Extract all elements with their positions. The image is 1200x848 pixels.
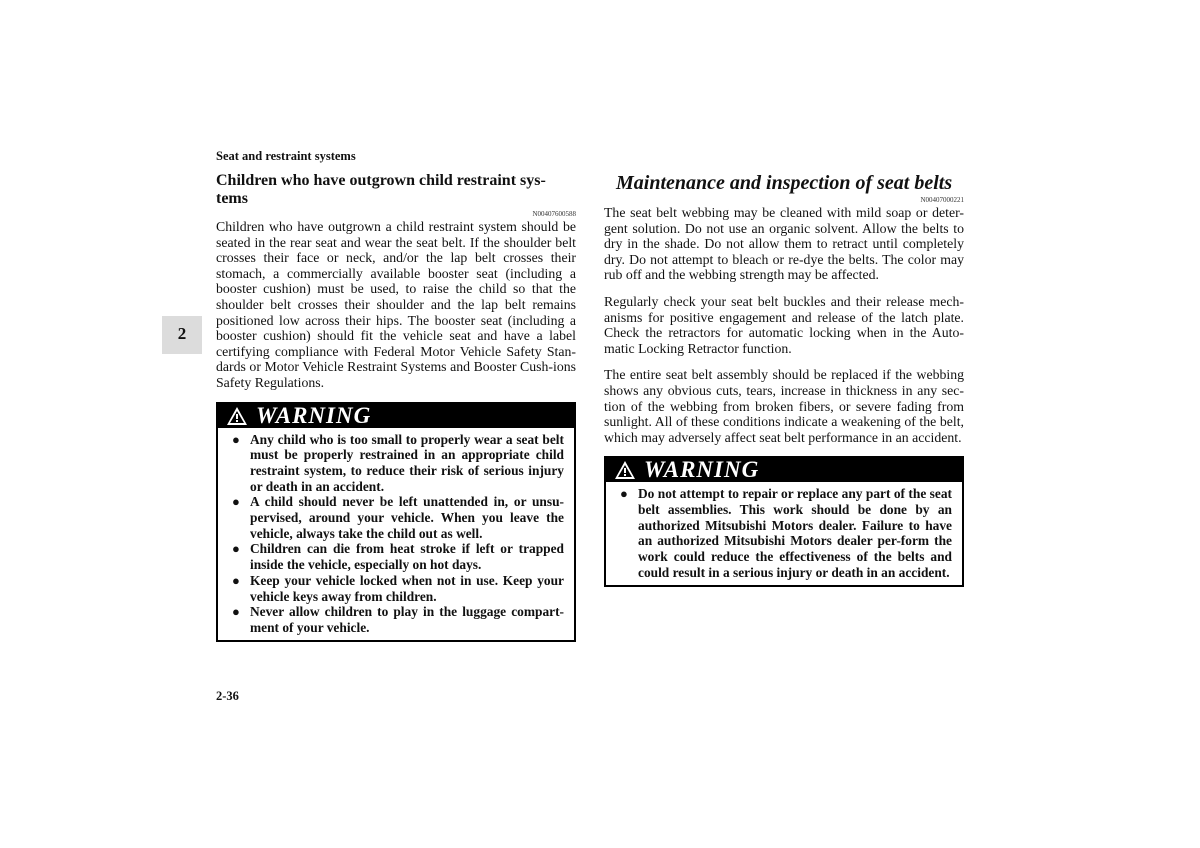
right-paragraph-1: The seat belt webbing may be cleaned with mild soap or deter-gent solution. Do not use an organic solvent. Allow the belts to dry in the shade. Do not allow them to retract until completely dry. Do not attempt to bleach or re-dye the belts. The color may rub off and the webbing strength may be affected.	[604, 205, 964, 283]
warning-header	[606, 458, 962, 482]
right-doc-code: N00407000221	[920, 196, 964, 204]
warning-item: ● Keep your vehicle locked when not in use. Keep your vehicle keys away from children.	[232, 572, 564, 604]
right-column	[604, 172, 964, 587]
right-paragraph-2: Regularly check your seat belt buckles and their release mech-anisms for positive engagement and release of the latch plate. Check the retractors for automatic locking when in the Auto-matic Locking Retractor function.	[604, 293, 964, 356]
page-number: 2-36	[216, 689, 239, 703]
warning-item: ● A child should never be left unattended in, or unsu-pervised, around your vehicle. When you leave the vehicle, always take the child out as well.	[232, 494, 564, 541]
left-warning-list	[218, 428, 574, 640]
warning-title: WARNING	[644, 457, 760, 483]
chapter-tab	[162, 316, 202, 354]
bullet-dot-icon: ●	[232, 541, 240, 557]
left-doc-code: N00407600588	[532, 210, 576, 218]
right-warning-box	[604, 456, 964, 586]
bullet-dot-icon: ●	[232, 604, 240, 620]
warning-item: ● Do not attempt to repair or replace any part of the seat belt assemblies. This work should be done by an authorized Mitsubishi Motors dealer. Failure to have an authorized Mitsubishi Motors dealer per-form the work could reduce the effectiveness of the belts and could result in a serious injury or death in an accident.	[620, 486, 952, 580]
bullet-dot-icon: ●	[620, 486, 628, 502]
bullet-dot-icon: ●	[232, 494, 240, 510]
warning-item: ● Children can die from heat stroke if left or trapped inside the vehicle, especially on hot days.	[232, 541, 564, 573]
warning-triangle-icon	[226, 406, 248, 426]
left-column	[216, 172, 576, 642]
warning-item: ● Never allow children to play in the luggage compart-ment of your vehicle.	[232, 604, 564, 635]
left-heading: Children who have outgrown child restraint sys-tems	[216, 172, 546, 207]
bullet-dot-icon: ●	[232, 431, 240, 447]
right-warning-list	[606, 482, 962, 584]
warning-triangle-icon	[614, 460, 636, 480]
section-header: Seat and restraint systems	[216, 149, 356, 163]
right-paragraph-3: The entire seat belt assembly should be replaced if the webbing shows any obvious cuts, tears, increase in thickness in any sec-tion of the webbing from broken fibers, or severe fading from sunlight. All of these conditions indicate a weakening of the belt, which may adversely affect seat belt performance in an accident.	[604, 367, 964, 445]
left-warning-box	[216, 402, 576, 642]
warning-header	[218, 404, 574, 428]
left-paragraph: Children who have outgrown a child restraint system should be seated in the rear seat and wear the seat belt. If the shoulder belt crosses their face or neck, and/or the lap belt crosses their stomach, a commercially available booster seat (including a booster cushion) must be used, to raise the child so that the shoulder belt crosses their shoulder and the lap belt remains positioned low across their hips. The booster seat (including a booster cushion) should fit the vehicle seat and have a label certifying compliance with Federal Motor Vehicle Safety Stan-dards or Motor Vehicle Restraint Systems and Booster Cush-ions Safety Regulations.	[216, 219, 576, 390]
warning-item: ● Any child who is too small to properly wear a seat belt must be properly restrained in an appropriate child restraint system, to reduce their risk of serious injury or death in an accident.	[232, 431, 564, 494]
right-heading: Maintenance and inspection of seat belts	[616, 172, 953, 194]
bullet-dot-icon: ●	[232, 572, 240, 588]
warning-title: WARNING	[256, 402, 372, 428]
chapter-number: 2	[177, 324, 187, 343]
